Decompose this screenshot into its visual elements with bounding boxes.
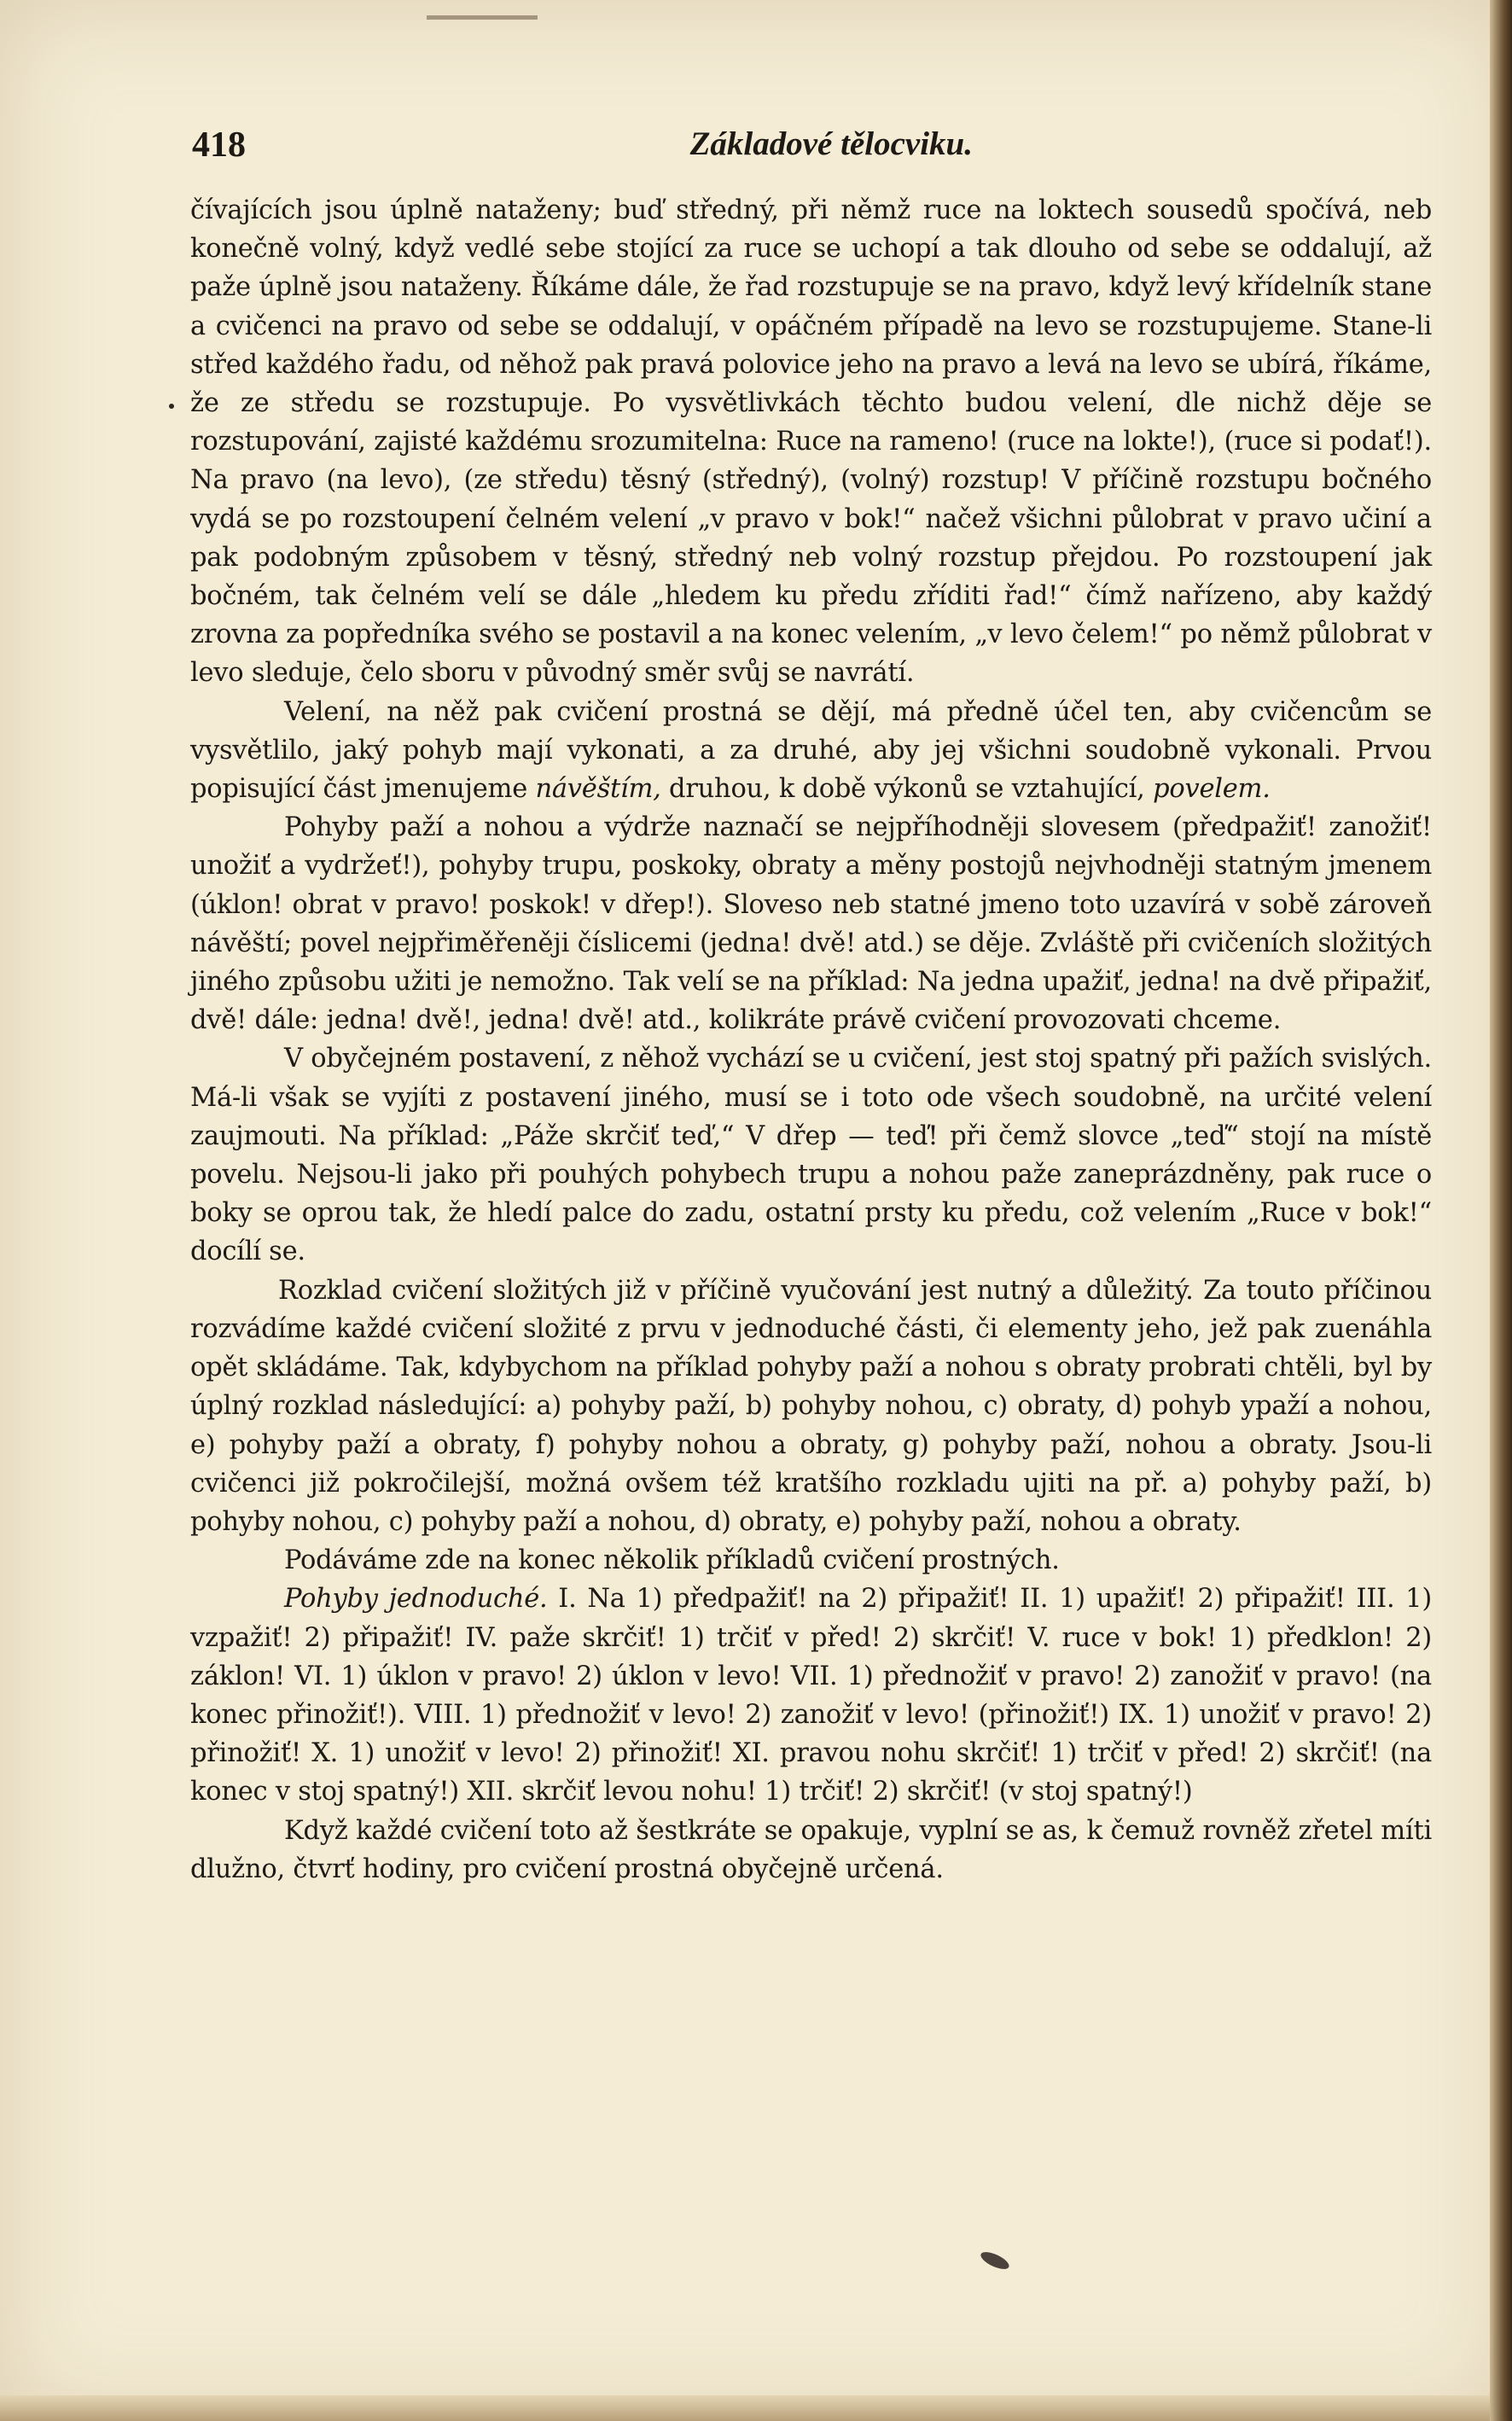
- margin-speck: [169, 404, 174, 409]
- scan-mark: [427, 15, 538, 20]
- running-title: Základové tělocviku.: [689, 125, 973, 162]
- page-header: [192, 119, 973, 171]
- emphasis-heading: Pohyby jednoduché.: [284, 1584, 548, 1615]
- paragraph-text: I. Na 1) předpažiť! na 2) připažiť! II. 1) upažiť! 2) připažiť! III. 1) vzpažiť! 2) připažiť! IV. paže skrčiť! 1) trčiť v před! 2) skrčiť! V. ruce v bok! 1) předklon! 2) záklon! VI. 1) úklon v pravo! 2) úklon v levo! VII. 1) přednožiť v pravo! 2) zanožiť v pravo! (na konec přinožiť!). VIII. 1) přednožiť v levo! 2) zanožiť v levo! (přinožiť!) IX. 1) unožiť v pravo! 2) přinožiť! X. 1) unožiť v levo! 2) přinožiť! XI. pravou nohu skrčiť! 1) trčiť v před! 2) skrčiť! (na konec v stoj spatný!) XII. skrčiť levou nohu! 1) trčiť! 2) skrčiť! (v stoj spatný!): [190, 1584, 1432, 1807]
- paragraph-decomposition: Rozklad cvičení složitých již v příčině vyučování jest nutný a důležitý. Za touto příčinou rozvádíme každé cvičení složité z prvu v jednoduché části, či elementy jeho, jež pak zuenáhla opět skládáme. Tak, kdybychom na příklad pohyby paží a nohou s obraty probrati chtěli, byl by úplný rozklad následující: a) pohyby paží, b) pohyby nohou, c) obraty, d) pohyb ypaží a nohou, e) pohyby paží a obraty, f) pohyby nohou a obraty, g) pohyby paží, nohou a obraty. Jsou-li cvičenci již pokročilejší, možná ovšem též kratšího rozkladu ujiti na př. a) pohyby paží, b) pohyby nohou, c) pohyby paží a nohou, d) obraty, e) pohyby paží, nohou a obraty.: [190, 1275, 1432, 1537]
- emphasis-term: povelem.: [1153, 774, 1271, 805]
- paragraph-commands: [190, 693, 1432, 809]
- paragraph-conclusion: Když každé cvičení toto až šestkráte se opakuje, vyplní se as, k čemuž rovněž zřetel míti dlužno, čtvrť hodiny, pro cvičení prostná obyčejně určená.: [190, 1815, 1432, 1884]
- page-edge-bottom: [0, 2395, 1512, 2421]
- ink-smudge: [979, 2249, 1012, 2273]
- paragraph-movements: Pohyby paží a nohou a výdrže naznačí se nejpříhodněji slovesem (předpažiť! zanožiť! unožiť a vydržeť!), pohyby trupu, poskoky, obraty a měny postojů nejvhodněji statným jmenem (úklon! obrat v pravo! poskok! v dřep!). Sloveso neb statné jmeno toto uzavírá v sobě zároveň návěští; povel nejpřiměřeněji číslicemi (jedna! dvě! atd.) se děje. Zvláště při cvičeních složitých jiného způsobu užiti je nemožno. Tak velí se na příklad: Na jedna upažiť, jedna! na dvě připažiť, dvě! dále: jedna! dvě!, jedna! dvě! atd., kolikráte právě cvičení provozovati chceme.: [190, 812, 1432, 1036]
- page-edge-right: [1490, 0, 1512, 2421]
- paragraph-continued: čívajících jsou úplně nataženy; buď středný, při němž ruce na loktech sousedů spočívá, neb konečně volný, když vedlé sebe stojící za ruce se uchopí a tak dlouho od sebe se oddalují, až paže úplně jsou nataženy. Říkáme dále, že řad rozstupuje se na pravo, když levý křídelník stane a cvičenci na pravo od sebe se oddalují, v opáčném případě na levo se rozstupujeme. Stane-li střed každého řadu, od něhož pak pravá polovice jeho na pravo a levá na levo se ubírá, říkáme, že ze středu se rozstupuje. Po vysvětlivkách těchto budou velení, dle nichž děje se rozstupování, zajisté každému srozumitelna: Ruce na rameno! (ruce na lokte!), (ruce si podať!). Na pravo (na levo), (ze středu) těsný (středný), (volný) rozstup! V příčině rozstupu bočného vydá se po rozstoupení čelném velení „v pravo v bok!“ načež všichni půlobrat v pravo učiní a pak podobným způsobem v těsný, středný neb volný rozstup přejdou. Po rozstoupení jak bočném, tak čelném velí se dále „hledem ku předu zříditi řad!“ čímž nařízeno, aby každý zrovna za popředníka svého se postavil a na konec velením, „v levo čelem!“ po němž půlobrat v levo sleduje, čelo sboru v původný směr svůj se navrátí.: [190, 195, 1432, 689]
- paragraph-position: V obyčejném postavení, z něhož vychází se u cvičení, jest stoj spatný při pažích svislých. Má-li však se vyjíti z postavení jiného, musí se i toto ode všech soudobně, na určité velení zaujmouti. Na příklad: „Páže skrčiť teď,“ V dřep — teď! při čemž slovce „teď“ stojí na místě povelu. Nejsou-li jako při pouhých pohybech trupu a nohou paže zaneprázdněny, pak ruce o boky se oprou tak, že hledí palce do zadu, ostatní prsty ku předu, což velením „Ruce v bok!“ docílí se.: [190, 1044, 1432, 1267]
- emphasis-term: návěštím,: [535, 774, 661, 805]
- page-number: 418: [192, 125, 246, 165]
- body-text: [190, 191, 1432, 1888]
- paragraph-text: Velení, na něž pak cvičení prostná se dějí, má předně účel ten, aby cvičencům se vysvětlilo, jaký pohyb mají vykonati, a za druhé, aby jej všichni soudobně vykonali. Prvou popisující část jmenujeme: [190, 696, 1432, 805]
- paragraph-text: druhou, k době výkonů se vztahující,: [660, 774, 1154, 805]
- paragraph-simple-movements: [190, 1580, 1432, 1811]
- paragraph-examples-intro: Podáváme zde na konec několik příkladů cvičení prostných.: [284, 1545, 1060, 1576]
